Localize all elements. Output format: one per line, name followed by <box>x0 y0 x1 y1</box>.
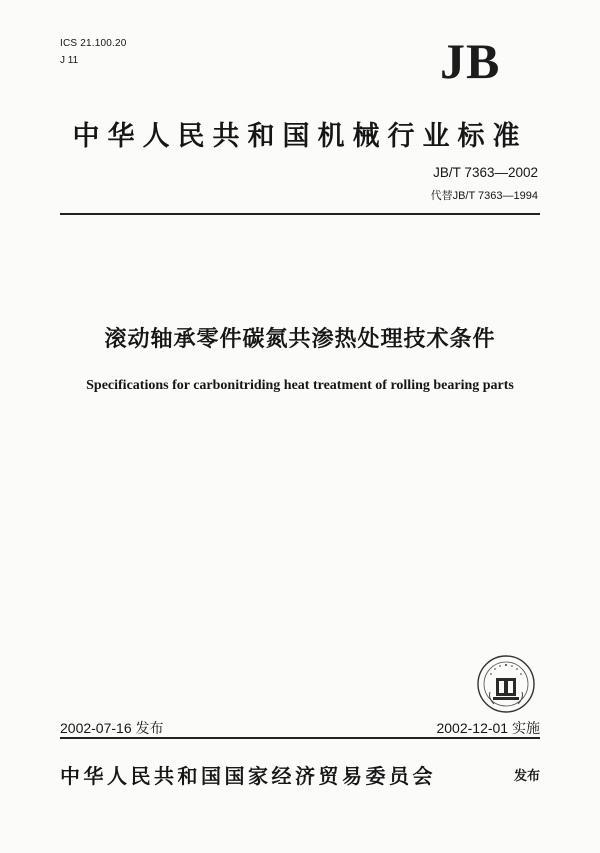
issue-date: 2002-07-16 发布 <box>60 720 164 736</box>
ics-code: ICS 21.100.20 <box>60 38 127 49</box>
title-chinese: 滚动轴承零件碳氮共渗热处理技术条件 <box>104 327 496 352</box>
implementation-date: 2002-12-01 实施 <box>436 720 540 736</box>
replaces-standard: 代替JB/T 7363—1994 <box>430 190 538 202</box>
ccs-code: J 11 <box>60 55 79 66</box>
footer-divider <box>60 737 540 739</box>
jb-logo: JB <box>440 33 501 89</box>
title-english: Specifications for carbonitriding heat treatment of rolling bearing parts <box>86 378 514 393</box>
publish-label: 发布 <box>513 769 540 784</box>
header-divider <box>60 213 540 215</box>
publisher-name: 中华人民共和国国家经济贸易委员会 <box>60 764 436 788</box>
standard-category: 中华人民共和国机械行业标准 <box>72 121 528 152</box>
standard-number: JB/T 7363—2002 <box>433 165 538 180</box>
seal-emblem-icon <box>476 654 536 714</box>
